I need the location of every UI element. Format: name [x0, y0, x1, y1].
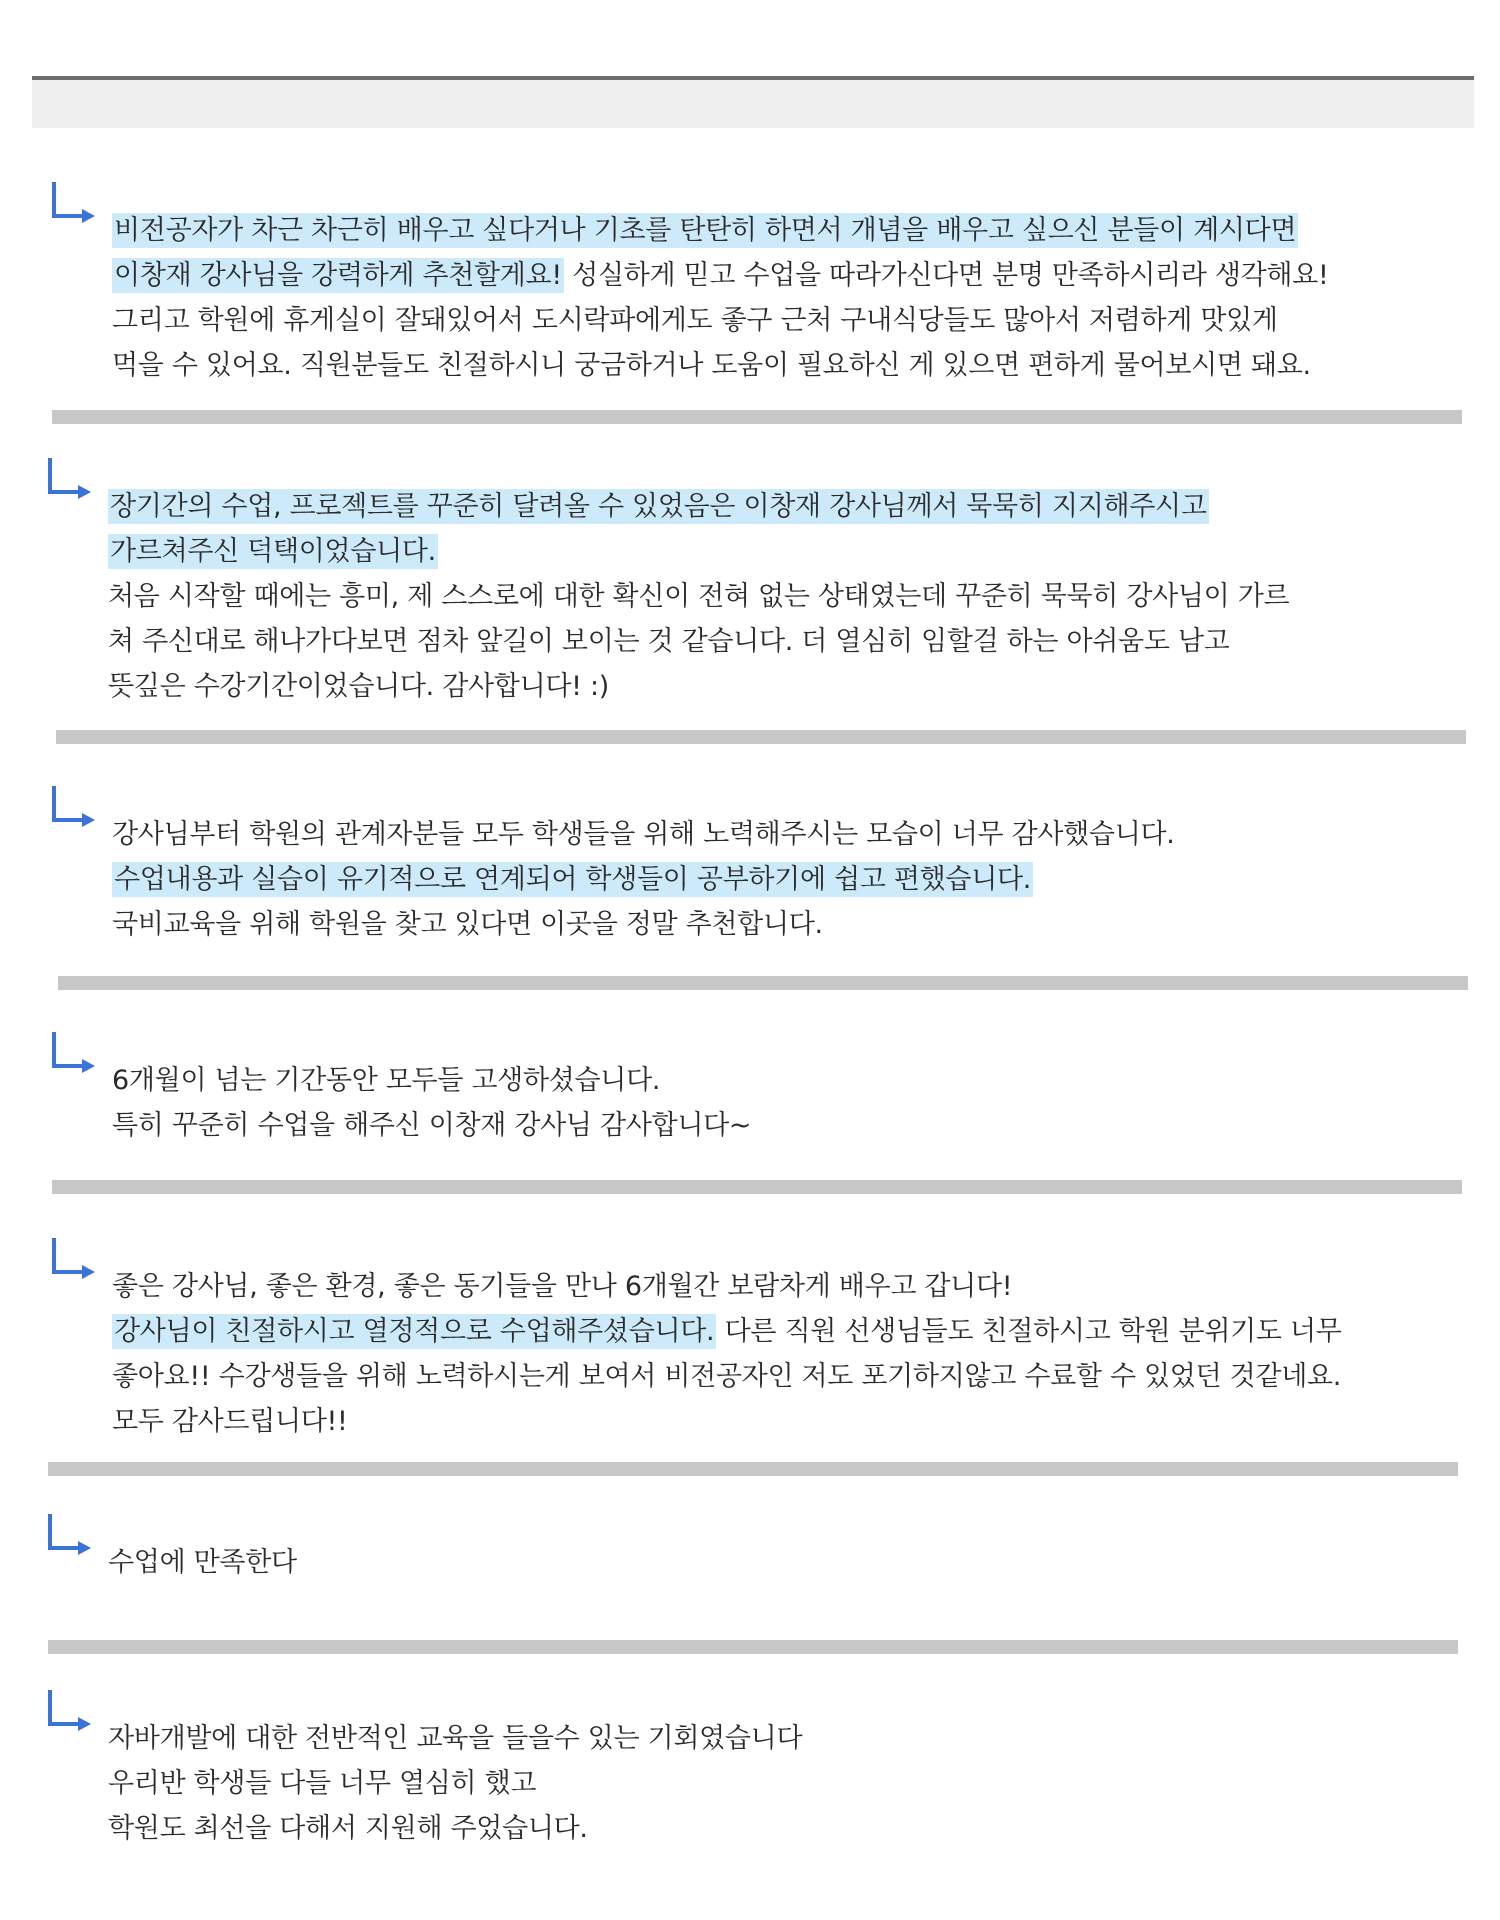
review-line: [108, 664, 1464, 709]
plain-text: 특히 꾸준히 수업을 해주신 이창재 강사님 감사합니다~: [112, 1110, 752, 1141]
reply-arrow-icon: [48, 1238, 98, 1282]
plain-text: 우리반 학생들 다들 너무 열심히 했고: [108, 1768, 537, 1799]
plain-text: 처음 시작할 때에는 흥미, 제 스스로에 대한 확신이 전혀 없는 상태였는데 꾸준히 묵묵히 강사님이 가르: [108, 581, 1290, 612]
reply-arrow-icon: [44, 458, 94, 502]
plain-text: 뜻깊은 수강기간이었습니다. 감사합니다! :): [108, 671, 609, 702]
plain-text: 먹을 수 있어요. 직원분들도 친절하시니 궁금하거나 도움이 필요하신 게 있으면 편하게 물어보시면 돼요.: [112, 350, 1311, 381]
reply-arrow-icon: [48, 786, 98, 830]
review-line: [112, 1264, 1468, 1309]
review-line: [112, 812, 1468, 857]
section-divider: [48, 1640, 1458, 1654]
highlighted-text: 비전공자가 차근 차근히 배우고 싶다거나 기초를 탄탄히 하면서 개념을 배우고 싶으신 분들이 계시다면: [114, 215, 1297, 246]
review-line: [108, 529, 1464, 574]
plain-text: 수업에 만족한다: [108, 1547, 297, 1578]
review-line: [112, 253, 1468, 298]
review-line: [108, 1716, 1464, 1761]
review-line: [112, 298, 1468, 343]
review-text: [108, 484, 1464, 709]
plain-text: 자바개발에 대한 전반적인 교육을 들을수 있는 기회였습니다: [108, 1723, 803, 1754]
reply-arrow-icon: [48, 182, 98, 226]
highlighted-text: 수업내용과 실습이 유기적으로 연계되어 학생들이 공부하기에 쉽고 편했습니다.: [114, 864, 1032, 895]
reply-arrow-icon: [44, 1514, 94, 1558]
review-text: [112, 812, 1468, 947]
review-line: [112, 902, 1468, 947]
section-divider: [52, 1180, 1462, 1194]
review-line: [112, 208, 1468, 253]
plain-text: 국비교육을 위해 학원을 찾고 있다면 이곳을 정말 추천합니다.: [112, 909, 823, 940]
plain-text: 쳐 주신대로 해나가다보면 점차 앞길이 보이는 것 같습니다. 더 열심히 임할걸 하는 아쉬움도 남고: [108, 626, 1230, 657]
review-line: [108, 484, 1464, 529]
top-band: [32, 80, 1474, 128]
highlighted-text: 장기간의 수업, 프로젝트를 꾸준히 달려올 수 있었음은 이창재 강사님께서 묵묵히 지지해주시고: [110, 491, 1207, 522]
review-line: [108, 574, 1464, 619]
section-divider: [52, 410, 1462, 424]
review-line: [112, 1103, 1468, 1148]
plain-text: 모두 감사드립니다!!: [112, 1406, 348, 1437]
plain-text: 좋아요!! 수강생들을 위해 노력하시는게 보여서 비전공자인 저도 포기하지않고 수료할 수 있었던 것같네요.: [112, 1361, 1342, 1392]
reply-arrow-icon: [44, 1690, 94, 1734]
reply-arrow-icon: [48, 1032, 98, 1076]
review-line: [112, 1309, 1468, 1354]
review-line: [112, 1354, 1468, 1399]
highlighted-text: 강사님이 친절하시고 열정적으로 수업해주셨습니다.: [114, 1316, 715, 1347]
review-line: [108, 1540, 1464, 1585]
review-line: [108, 619, 1464, 664]
plain-text: 강사님부터 학원의 관계자분들 모두 학생들을 위해 노력해주시는 모습이 너무 감사했습니다.: [112, 819, 1175, 850]
review-text: [112, 1264, 1468, 1444]
review-line: [108, 1761, 1464, 1806]
review-text: [112, 208, 1468, 388]
review-text: [108, 1716, 1464, 1851]
plain-text: 좋은 강사님, 좋은 환경, 좋은 동기들을 만나 6개월간 보람차게 배우고 갑니다!: [112, 1271, 1013, 1302]
plain-text: 6개월이 넘는 기간동안 모두들 고생하셨습니다.: [112, 1065, 661, 1096]
review-line: [112, 1399, 1468, 1444]
plain-text: 학원도 최선을 다해서 지원해 주었습니다.: [108, 1813, 588, 1844]
highlighted-text: 가르쳐주신 덕택이었습니다.: [110, 536, 436, 567]
review-line: [112, 1058, 1468, 1103]
section-divider: [56, 730, 1466, 744]
review-line: [112, 857, 1468, 902]
section-divider: [58, 976, 1468, 990]
plain-text: 다른 직원 선생님들도 친절하시고 학원 분위기도 너무: [716, 1316, 1342, 1347]
highlighted-text: 이창재 강사님을 강력하게 추천할게요!: [114, 260, 562, 291]
review-text: [112, 1058, 1468, 1148]
section-divider: [48, 1462, 1458, 1476]
review-line: [108, 1806, 1464, 1851]
review-text: [108, 1540, 1464, 1585]
plain-text: 그리고 학원에 휴게실이 잘돼있어서 도시락파에게도 좋구 근처 구내식당들도 많아서 저렴하게 맛있게: [112, 305, 1278, 336]
review-line: [112, 343, 1468, 388]
plain-text: 성실하게 믿고 수업을 따라가신다면 분명 만족하시리라 생각해요!: [563, 260, 1329, 291]
